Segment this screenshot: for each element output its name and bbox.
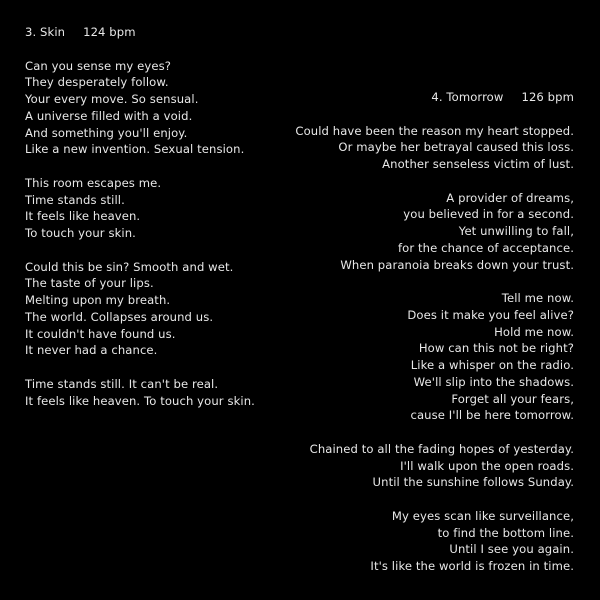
lyric-line: And something you'll enjoy. [25,125,188,140]
song-heading [295,89,574,106]
song-title: 3. Skin [25,25,66,39]
lyric-line: Yet unwilling to fall, [458,224,574,238]
lyric-line: This room escapes me. [25,175,162,190]
lyric-line: Could this be sin? Smooth and wet. [25,259,234,274]
stanza [295,290,574,424]
lyric-line: Forget all your fears, [451,391,574,406]
lyric-line: cause I'll be here tomorrow. [410,408,574,423]
lyric-line: My eyes scan like surveillance, [391,508,574,523]
stanza [295,190,574,274]
stanza [295,123,574,173]
lyric-line: you believed in for a second. [403,207,574,222]
lyric-line: Tell me now. [501,291,574,305]
song-title: 4. Tomorrow [431,90,504,104]
song-bpm: 126 bpm [521,90,574,104]
lyric-line: The taste of your lips. [25,276,154,291]
lyric-line: A provider of dreams, [446,190,574,205]
lyric-line: It never had a chance. [25,343,158,358]
lyric-line: We'll slip into the shadows. [413,374,574,389]
lyric-line: for the chance of acceptance. [397,240,574,255]
lyric-line: It's like the world is frozen in time. [370,559,574,573]
stanza [25,175,255,242]
lyrics-tomorrow [295,89,574,592]
lyric-line: Does it make you feel alive? [407,307,574,322]
lyric-line: It feels like heaven. [25,209,141,224]
lyric-line: Melting upon my breath. [25,293,171,307]
lyric-line: It feels like heaven. To touch your skin. [25,393,255,408]
lyric-line: When paranoia breaks down your trust. [340,257,574,272]
lyrics-skin [25,24,255,426]
lyric-line: It couldn't have found us. [25,326,176,341]
lyric-line: Could have been the reason my heart stopped. [295,123,574,138]
lyric-line: Chained to all the fading hopes of yesterday. [309,441,574,456]
lyric-line: Like a new invention. Sexual tension. [25,142,245,157]
lyric-line: Another senseless victim of lust. [382,157,574,171]
lyric-line: To touch your skin. [25,226,136,240]
lyric-line: Time stands still. [25,192,125,207]
stanza [25,58,255,159]
lyric-line: Time stands still. It can't be real. [25,376,219,391]
lyric-line: Like a whisper on the radio. [410,358,574,372]
lyric-line: Until the sunshine follows Sunday. [372,475,574,490]
lyric-line: Or maybe her betrayal caused this loss. [338,140,574,155]
stanza [25,376,255,410]
song-bpm: 124 bpm [83,25,136,39]
lyric-line: to find the bottom line. [437,525,574,540]
lyric-line: I'll walk upon the open roads. [400,458,574,473]
lyric-line: The world. Collapses around us. [25,309,214,324]
stanza [295,441,574,491]
lyric-line: They desperately follow. [25,75,169,90]
lyric-line: Can you sense my eyes? [25,58,171,73]
stanza [25,259,255,360]
lyric-line: Until I see you again. [449,542,574,557]
song-heading [25,24,255,41]
lyric-line: How can this not be right? [418,341,574,356]
lyric-line: Hold me now. [494,324,574,339]
lyric-line: A universe filled with a void. [25,108,193,123]
lyric-line: Your every move. So sensual. [25,92,199,106]
stanza [295,508,574,575]
